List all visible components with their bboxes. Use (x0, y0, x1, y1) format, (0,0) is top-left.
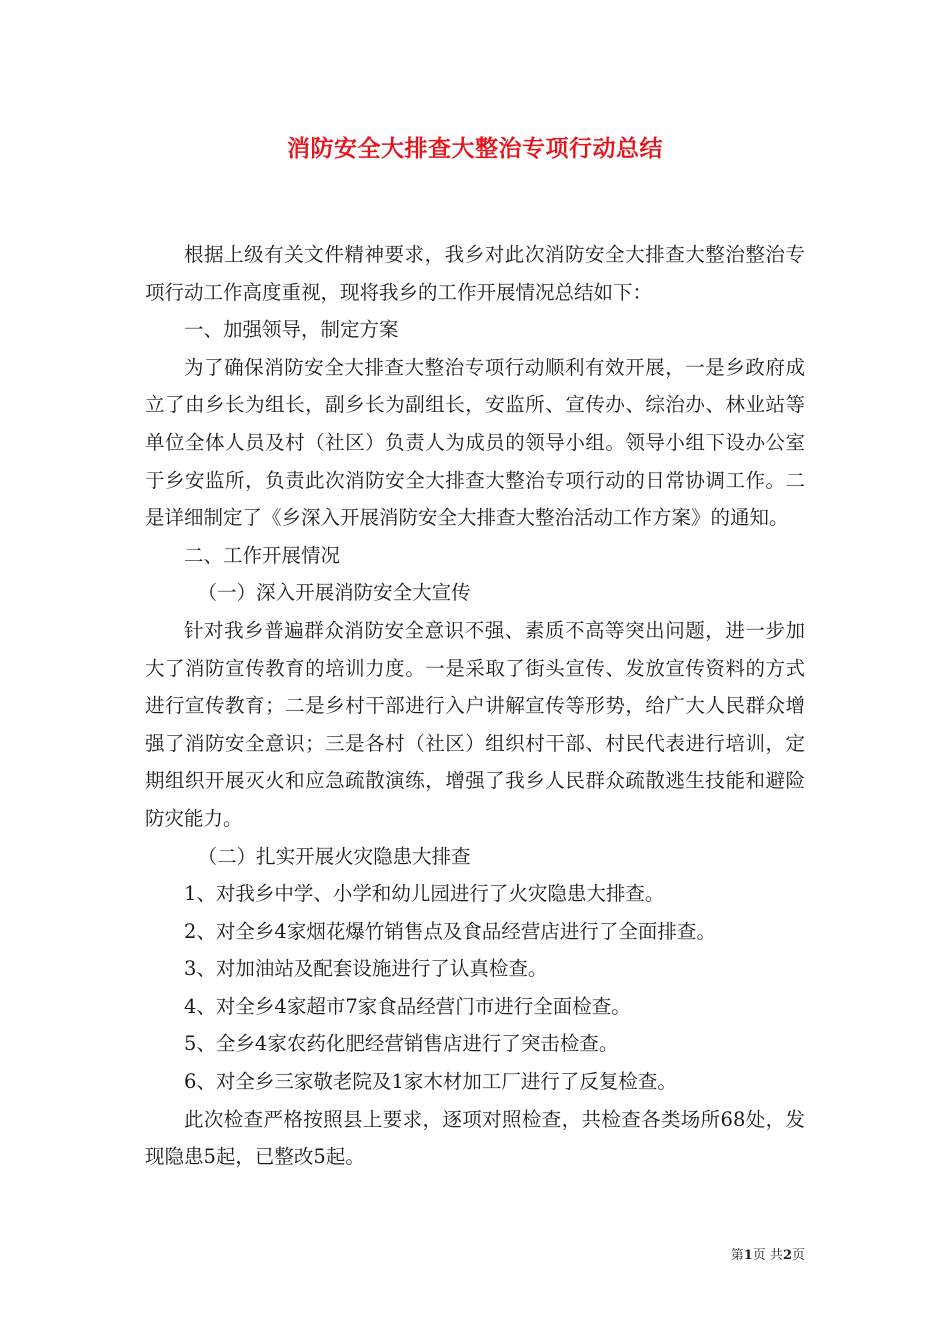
section-heading-1: 一、加强领导，制定方案 (184, 318, 399, 342)
list-item: 6、对全乡三家敬老院及1家木材加工厂进行了反复检查。 (184, 1070, 677, 1094)
document-body (145, 236, 805, 1176)
page-middle: 页 共 (752, 1248, 783, 1263)
paragraph-summary: 此次检查严格按照县上要求，逐项对照检查，共检查各类场所68处，发现隐患5起，已整改5起。 (145, 1107, 805, 1169)
list-item: 2、对全乡4家烟花爆竹销售点及食品经营店进行了全面排查。 (184, 919, 716, 943)
page-total: 2 (782, 1248, 792, 1263)
list-item: 5、全乡4家农药化肥经营销售店进行了突击检查。 (184, 1032, 619, 1056)
list-item: 4、对全乡4家超市7家食品经营门市进行全面检查。 (184, 994, 631, 1018)
page-current: 1 (743, 1248, 753, 1263)
section-heading-2: 二、工作开展情况 (184, 543, 341, 567)
subsection-heading-2: （二）扎实开展火灾隐患大排查 (197, 844, 471, 868)
page-suffix: 页 (791, 1248, 805, 1263)
document-title: 消防安全大排查大整治专项行动总结 (287, 135, 663, 162)
list-item: 1、对我乡中学、小学和幼儿园进行了火灾隐患大排查。 (184, 882, 665, 906)
list-item: 3、对加油站及配套设施进行了认真检查。 (184, 957, 548, 981)
page-prefix: 第 (730, 1248, 744, 1263)
paragraph-leadership: 为了确保消防安全大排查大整治专项行动顺利有效开展，一是乡政府成立了由乡长为组长，副乡长为副组长，安监所、宣传办、综治办、林业站等单位全体人员及村（社区）负责人为成员的领导小组。领导小组下设办公室于乡安监所，负责此次消防安全大排查大整治专项行动的日常协调工作。二是详细制定了《乡深入开展消防安全大排查大整治活动工作方案》的通知。 (145, 355, 805, 530)
paragraph-intro: 根据上级有关文件精神要求，我乡对此次消防安全大排查大整治整治专项行动工作高度重视，现将我乡的工作开展情况总结如下： (145, 243, 805, 304)
page-number (731, 1246, 805, 1266)
paragraph-publicity: 针对我乡普遍群众消防安全意识不强、素质不高等突出问题，进一步加大了消防宣传教育的培训力度。一是采取了街头宣传、发放宣传资料的方式进行宣传教育；二是乡村干部进行入户讲解宣传等形势，给广大人民群众增强了消防安全意识；三是各村（社区）组织村干部、村民代表进行培训，定期组织开展灭火和应急疏散演练，增强了我乡人民群众疏散逃生技能和避险防灾能力。 (145, 618, 805, 830)
subsection-heading-1: （一）深入开展消防安全大宣传 (197, 581, 471, 605)
